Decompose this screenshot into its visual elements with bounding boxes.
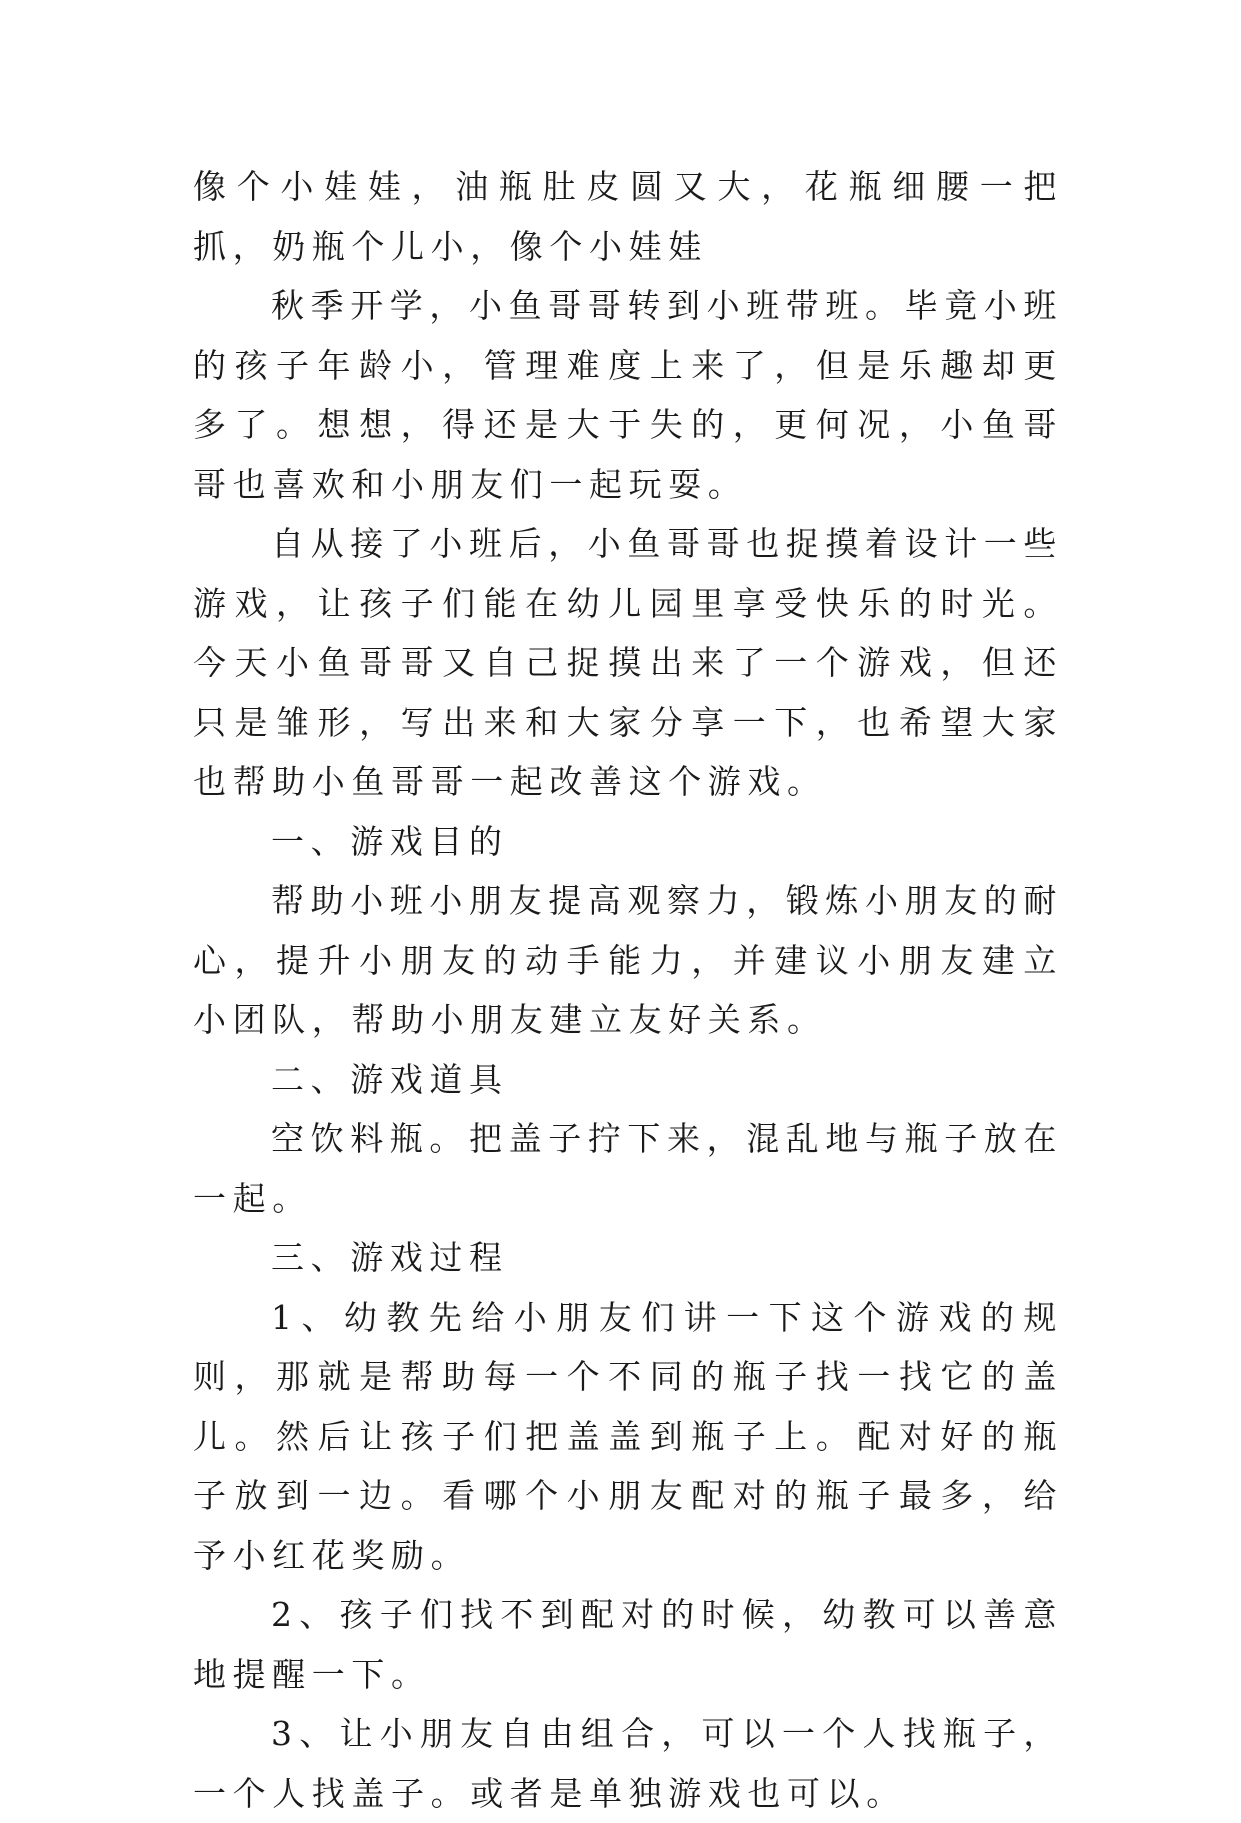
paragraph-autumn-semester: 秋季开学，小鱼哥哥转到小班带班。毕竟小班的孩子年龄小，管理难度上来了，但是乐趣却更多了。想想，得还是大于失的，更何况，小鱼哥哥也喜欢和小朋友们一起玩耍。 (193, 286, 1063, 504)
list-item-step-2: 2、孩子们找不到配对的时候，幼教可以善意地提醒一下。 (193, 1595, 1063, 1694)
list-item-step-1: 1、幼教先给小朋友们讲一下这个游戏的规则，那就是帮助每一个不同的瓶子找一找它的盖儿。然后让孩子们把盖盖到瓶子上。配对好的瓶子放到一边。看哪个小朋友配对的瓶子最多，给予小红花奖励。 (193, 1297, 1063, 1575)
section-heading-game-process: 三、游戏过程 (271, 1238, 509, 1277)
section-heading-game-purpose: 一、游戏目的 (271, 821, 509, 861)
paragraph-intro-continuation: 像个小娃娃，油瓶肚皮圆又大，花瓶细腰一把抓，奶瓶个儿小，像个小娃娃 (193, 167, 1063, 266)
list-item-step-3: 3、让小朋友自由组合，可以一个人找瓶子，一个人找盖子。或者是单独游戏也可以。 (193, 1714, 1063, 1813)
section-heading-game-props: 二、游戏道具 (271, 1059, 509, 1099)
paragraph-game-purpose: 帮助小班小朋友提高观察力，锻炼小朋友的耐心，提升小朋友的动手能力，并建议小朋友建立小团队，帮助小朋友建立友好关系。 (193, 881, 1063, 1039)
paragraph-game-design: 自从接了小班后，小鱼哥哥也捉摸着设计一些游戏，让孩子们能在幼儿园里享受快乐的时光。今天小鱼哥哥又自己捉摸出来了一个游戏，但还只是雏形，写出来和大家分享一下，也希望大家也帮助小鱼哥哥一起改善这个游戏。 (193, 524, 1063, 801)
paragraph-game-props: 空饮料瓶。把盖子拧下来，混乱地与瓶子放在一起。 (193, 1119, 1063, 1218)
document-body (193, 157, 1063, 1823)
